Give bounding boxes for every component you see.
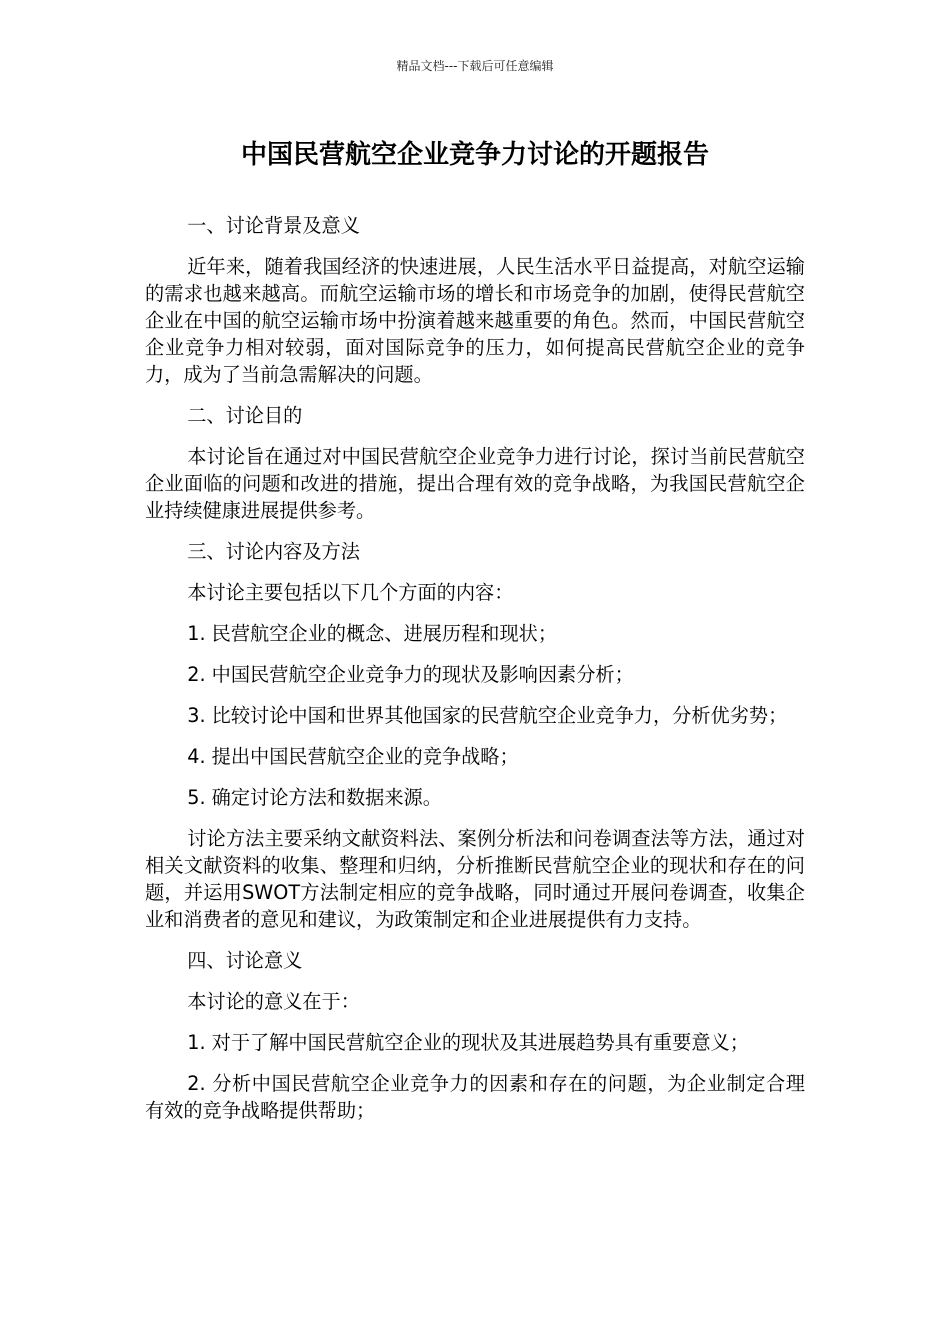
paragraph-methods: 讨论方法主要采纳文献资料法、案例分析法和问卷调查法等方法，通过对相关文献资料的收集、整理和归纳，分析推断民营航空企业的现状和存在的问题，并运用SWOT方法制定相应的竞争战略，同时通过开展问卷调查，收集企业和消费者的意见和建议，为政策制定和企业进展提供有力支持。: [145, 827, 805, 931]
section-heading-purpose: 二、讨论目的: [187, 404, 303, 427]
list-item: 3. 比较讨论中国和世界其他国家的民营航空企业竞争力，分析优劣势；: [187, 704, 788, 727]
section-heading-content-methods: 三、讨论内容及方法: [187, 540, 360, 563]
paragraph-purpose: 本讨论旨在通过对中国民营航空企业竞争力进行讨论，探讨当前民营航空企业面临的问题和改进的措施，提出合理有效的竞争战略，为我国民营航空企业持续健康进展提供参考。: [145, 445, 805, 522]
list-item: 2. 中国民营航空企业竞争力的现状及影响因素分析；: [187, 663, 634, 686]
paragraph-significance-intro: 本讨论的意义在于：: [187, 990, 360, 1013]
document-title: 中国民营航空企业竞争力讨论的开题报告: [240, 140, 709, 170]
document-body: [145, 212, 805, 1138]
list-item: 1. 民营航空企业的概念、进展历程和现状；: [187, 622, 558, 645]
section-heading-background: 一、讨论背景及意义: [187, 214, 360, 237]
list-item: 1. 对于了解中国民营航空企业的现状及其进展趋势具有重要意义；: [187, 1031, 749, 1054]
section-heading-significance: 四、讨论意义: [187, 949, 303, 972]
list-item: 4. 提出中国民营航空企业的竞争战略；: [187, 745, 519, 768]
paragraph-background: 近年来，随着我国经济的快速进展，人民生活水平日益提高，对航空运输的需求也越来越高。而航空运输市场的增长和市场竞争的加剧，使得民营航空企业在中国的航空运输市场中扮演着越来越重要的角色。然而，中国民营航空企业竞争力相对较弱，面对国际竞争的压力，如何提高民营航空企业的竞争力，成为了当前急需解决的问题。: [145, 255, 805, 386]
paragraph-content-intro: 本讨论主要包括以下几个方面的内容：: [187, 581, 514, 604]
list-item: 5. 确定讨论方法和数据来源。: [187, 786, 442, 809]
list-item: 2. 分析中国民营航空企业竞争力的因素和存在的问题，为企业制定合理有效的竞争战略提供帮助；: [145, 1072, 805, 1122]
header-note: 精品文档---下载后可任意编辑: [396, 59, 554, 73]
